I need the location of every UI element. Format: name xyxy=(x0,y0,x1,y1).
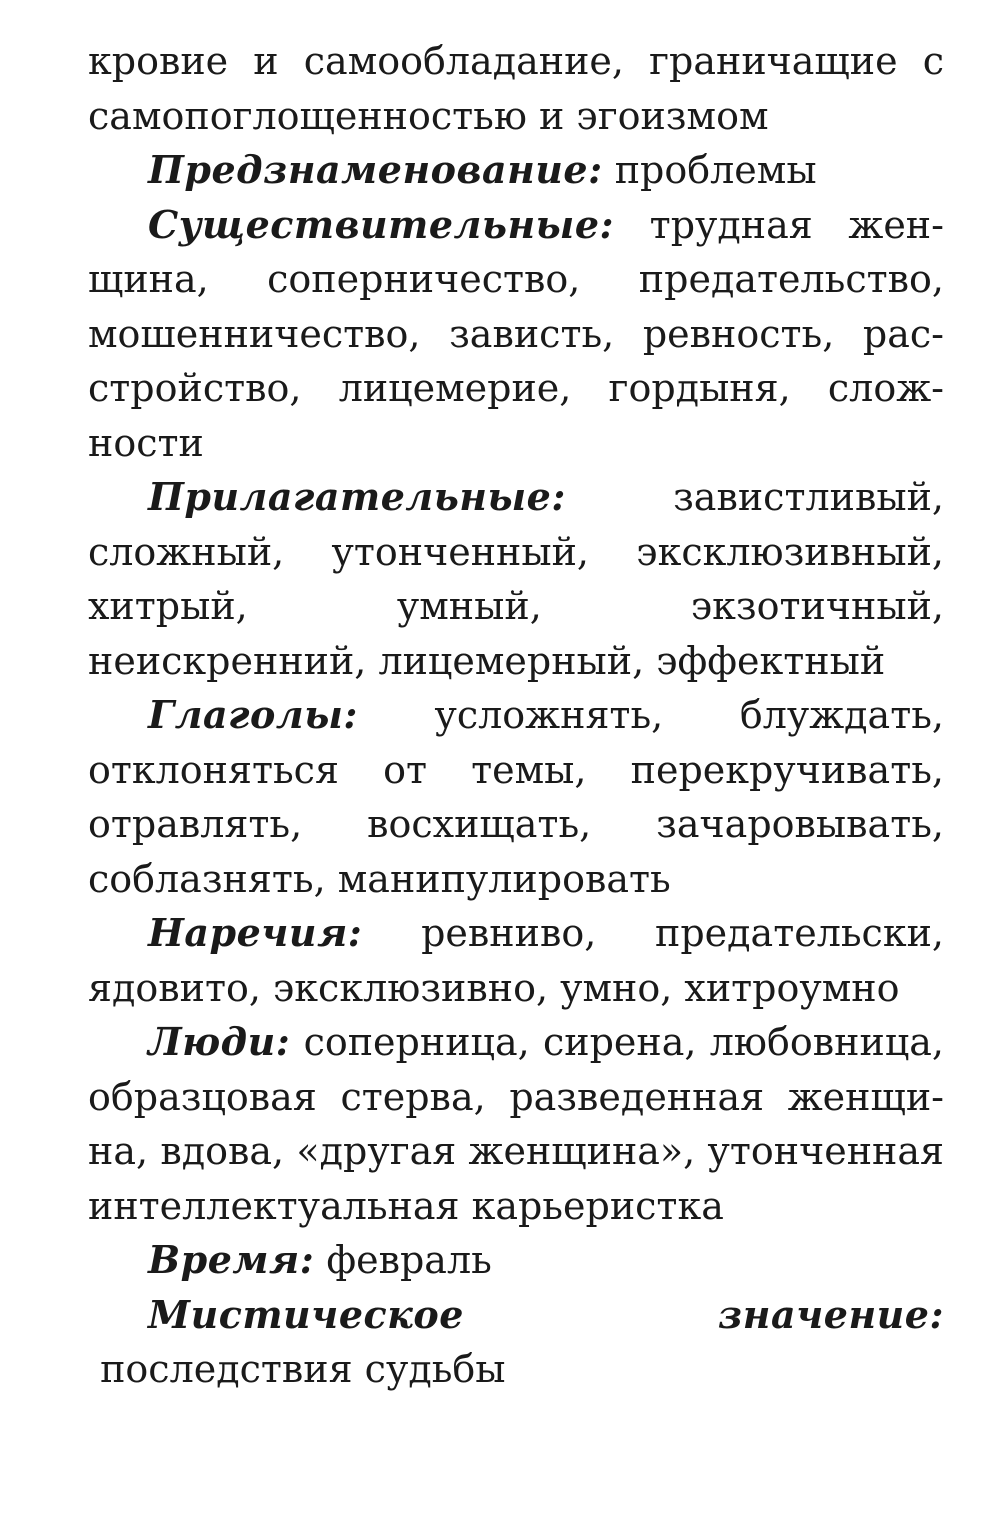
entry-adjectives xyxy=(88,470,944,688)
entry-time xyxy=(88,1233,944,1288)
entry-label: Наречия: xyxy=(148,910,363,955)
intro-paragraph: кровие и самообладание, граничащие с самопоглощенностью и эгоизмом xyxy=(88,39,944,138)
entry-label: Время: xyxy=(148,1237,315,1282)
entry-text: завистливый, сложный, утонченный, эксклюзивный, хитрый, умный, экзотичный, неискренний, лицемерный, эффектный xyxy=(88,475,944,683)
entry-label: Предзнаменование: xyxy=(148,147,603,192)
entry-label: Глаголы: xyxy=(148,692,358,737)
entry-text: трудная женщина, соперничество, предательство, мошенничество, зависть, ревность, расстройство, лицемерие, гордыня, сложности xyxy=(88,202,944,465)
page-text xyxy=(88,34,944,1397)
entry-label: Мистическое значение: xyxy=(148,1291,944,1337)
entry-adverbs xyxy=(88,906,944,1015)
entry-text: ревниво, предательски, ядовито, эксклюзивно, умно, хитроумно xyxy=(88,911,944,1010)
entry-text: февраль xyxy=(326,1238,492,1282)
entry-verbs xyxy=(88,688,944,906)
entry-label: Прилагательные: xyxy=(148,474,566,519)
entry-omen xyxy=(88,143,944,198)
entry-nouns xyxy=(88,198,944,471)
entry-people xyxy=(88,1015,944,1233)
entry-mystical-meaning xyxy=(88,1288,944,1397)
entry-text: последствия судьбы xyxy=(100,1347,506,1391)
entry-text: соперница, сирена, любовница, образцовая стерва, разведенная женщина, вдова, «другая женщина», утонченная интеллектуальная карьеристка xyxy=(88,1020,944,1228)
entry-text: проблемы xyxy=(614,148,817,192)
entry-label: Существительные: xyxy=(148,201,615,247)
entry-text: усложнять, блуждать, отклоняться от темы, перекручивать, отравлять, восхищать, зачаровывать, соблазнять, манипулировать xyxy=(88,693,944,901)
entry-label: Люди: xyxy=(148,1019,291,1064)
